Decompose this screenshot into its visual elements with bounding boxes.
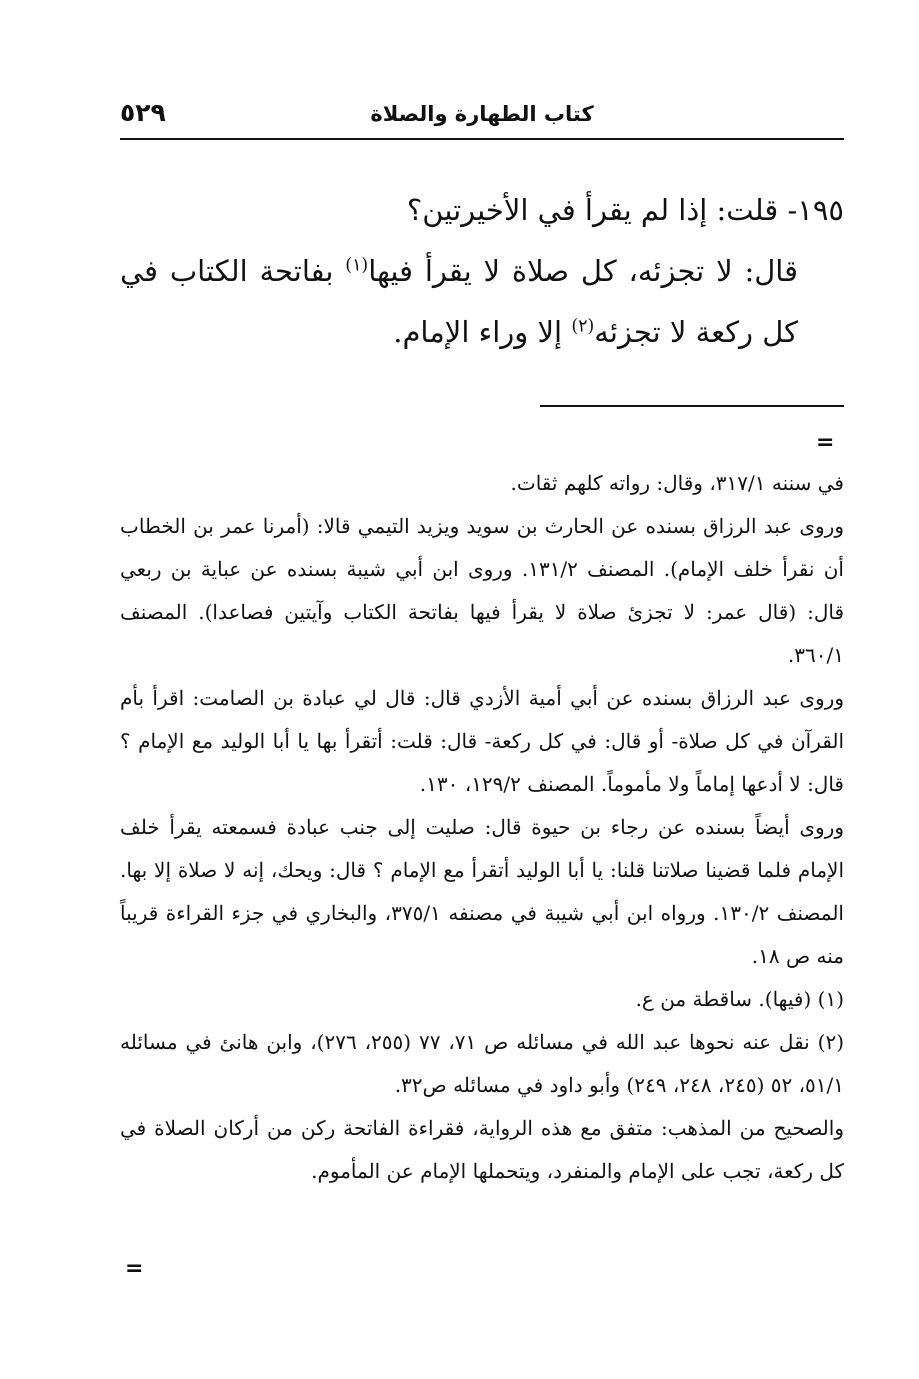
footnote-paragraph: وروى عبد الرزاق بسنده عن الحارث بن سويد ويزيد التيمي قالا: (أمرنا عمر بن الخطاب أن نقرأ خلف الإمام). المصنف ١٣١/٢. وروى ابن أبي شيبة بسنده عن عباية بن ربعي قال: (قال عمر: لا تجزئ صلاة لا يقرأ فيها بفاتحة الكتاب وآيتين فصاعدا). المصنف ٣٦٠/١. [120,514,845,667]
page-header [120,92,844,138]
footnote-2: (٢) نقل عنه نحوها عبد الله في مسائله ص ٧١، ٧٧ (٢٥٥، ٢٧٦)، وابن هانئ في مسائله ٥١/١، ٥٢ (٢٤٥، ٢٤٨، ٢٤٩) وأبو داود في مسائله ص٣٢. [120,1030,845,1097]
page-number: ٥٢٩ [120,98,166,127]
footnotes [120,462,844,1193]
footnote-1: (١) (فيها). ساقطة من ع. [635,987,844,1011]
question-paragraph: ١٩٥- قلت: إذا لم يقرأ في الأخيرتين؟ [406,193,844,227]
footnote-ref-2: (٢) [571,316,595,337]
main-text [120,180,844,363]
running-title: كتاب الطهارة والصلاة [370,102,594,126]
footnote-paragraph: والصحيح من المذهب: متفق مع هذه الرواية، فقراءة الفاتحة ركن من أركان الصلاة في كل ركعة، تجب على الإمام والمنفرد، ويتحملها الإمام عن المأموم. [120,1116,844,1183]
answer-text-1: قال: لا تجزئه، كل صلاة لا يقرأ فيها [368,254,798,288]
footnote-ref-1: (١) [345,255,369,276]
header-rule [120,138,844,140]
footnote-rule [540,405,844,407]
footnote-paragraph: وروى أيضاً بسنده عن رجاء بن حيوة قال: صليت إلى جنب عبادة فسمعته يقرأ خلف الإمام فلما قضينا صلاتنا قلنا: يا أبا الوليد أتقرأ مع الإمام ؟ قال: ويحك، إنه لا صلاة إلا بها. المصنف ١٣٠/٢. ورواه ابن أبي شيبة في مصنفه ٣٧٥/١، والبخاري في جزء القراءة قريباً منه ص ١٨. [120,815,844,968]
footnote-paragraph: وروى عبد الرزاق بسنده عن أبي أمية الأزدي قال: قال لي عبادة بن الصامت: اقرأ بأم القرآن في كل صلاة- أو قال: في كل ركعة- قال: قلت: أتقرأ بها يا أبا الوليد مع الإمام ؟ قال: لا أدعها إماماً ولا مأموماً. المصنف ١٢٩/٢، ١٣٠. [120,686,844,796]
answer-text-2: بفاتحة الكتاب في كل ركعة لا تجزئه [120,254,798,349]
answer-text-3: إلا وراء الإمام. [393,315,572,349]
answer-paragraph [120,241,844,363]
continuation-mark-bottom: = [125,1256,144,1281]
continuation-mark-top: = [816,430,835,455]
footnote-continuation: في سننه ٣١٧/١، وقال: رواته كلهم ثقات. [510,471,844,495]
